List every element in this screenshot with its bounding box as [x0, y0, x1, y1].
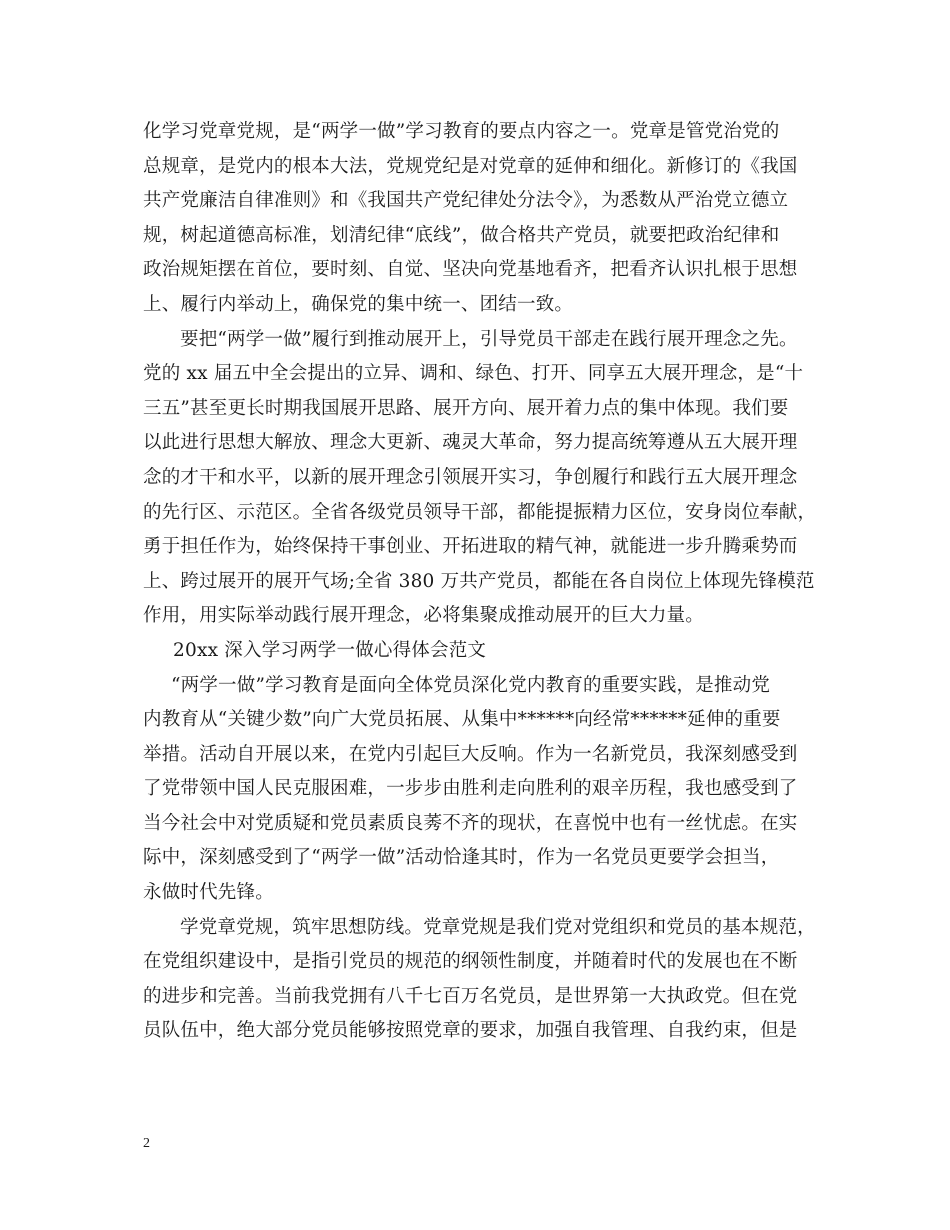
text-line: 党的 xx 届五中全会提出的立异、调和、绿色、打开、同享五大展开理念，是“十 [143, 363, 804, 385]
text-line: 的进步和完善。当前我党拥有八千七百万名党员，是世界第一大执政党。但在党 [143, 985, 798, 1007]
text-line: 了党带领中国人民克服困难，一步步由胜利走向胜利的艰辛历程，我也感受到了 [143, 778, 798, 800]
text-line: 共产党廉洁自律准则》和《我国共产党纪律处分法令》，为悉数从严治党立德立 [143, 190, 789, 212]
text-line: 上、履行内举动上，确保党的集中统一、团结一致。 [143, 293, 574, 315]
text-line: 当今社会中对党质疑和党员素质良莠不齐的现状，在喜悦中也有一丝忧虑。在实 [143, 812, 798, 834]
text-line: 作用，用实际举动践行展开理念，必将集聚成推动展开的巨大力量。 [143, 605, 705, 627]
heading-text: 20xx 深入学习两学一做心得体会范文 [173, 639, 487, 661]
text-line: 念的才干和水平，以新的展开理念引领展开实习，争创履行和践行五大展开理念 [143, 466, 798, 488]
text-line: 举措。活动自开展以来，在党内引起巨大反响。作为一名新党员，我深刻感受到 [143, 743, 798, 765]
page-number: 2 [143, 1136, 150, 1151]
text-line: 在党组织建设中，是指引党员的规范的纲领性制度，并随着时代的发展也在不断 [143, 951, 798, 973]
text-line: 总规章，是党内的根本大法，党规党纪是对党章的延伸和细化。新修订的《我国 [143, 155, 798, 177]
section-heading [143, 634, 823, 669]
text-line: 以此进行思想大解放、理念大更新、魂灵大革命，努力提高统筹遵从五大展开理 [143, 432, 798, 454]
text-line: 的先行区、示范区。全省各级党员领导干部，都能提振精力区位，安身岗位奉献， [143, 501, 817, 523]
text-line: 勇于担任作为，始终保持干事创业、开拓进取的精气神，就能进一步升腾乘势而 [143, 536, 798, 558]
text-line: 政治规矩摆在首位，要时刻、自觉、坚决向党基地看齐，把看齐认识扎根于思想 [143, 259, 798, 281]
paragraph-1 [143, 115, 823, 323]
text-line: “两学一做”学习教育是面向全体党员深化党内教育的重要实践，是推动党 [171, 674, 771, 696]
text-line: 要把“两学一做”履行到推动展开上，引导党员干部走在践行展开理念之先。 [180, 328, 798, 350]
text-line: 化学习党章党规，是“两学一做”学习教育的要点内容之一。党章是管党治党的 [143, 121, 780, 142]
text-line: 上、跨过展开的展开气场;全省 380 万共产党员，都能在各自岗位上体现先锋模范 [143, 570, 815, 592]
paragraph-3 [143, 669, 823, 911]
text-line: 内教育从“关键少数”向广大党员拓展、从集中******向经常******延伸的重要 [143, 709, 781, 731]
paragraph-4 [143, 911, 823, 1049]
text-line: 际中，深刻感受到了“两学一做”活动恰逢其时，作为一名党员更要学会担当， [143, 847, 780, 869]
paragraph-2 [143, 323, 823, 634]
text-line: 永做时代先锋。 [143, 882, 274, 904]
text-line: 三五”甚至更长时期我国展开思路、展开方向、展开着力点的集中体现。我们要 [143, 397, 789, 419]
body-text [143, 115, 823, 1049]
text-line: 员队伍中，绝大部分党员能够按照党章的要求，加强自我管理、自我约束，但是 [143, 1020, 798, 1042]
text-line: 学党章党规，筑牢思想防线。党章党规是我们党对党组织和党员的基本规范， [180, 916, 816, 938]
text-line: 规，树起道德高标准，划清纪律“底线”，做合格共产党员，就要把政治纪律和 [143, 224, 780, 246]
